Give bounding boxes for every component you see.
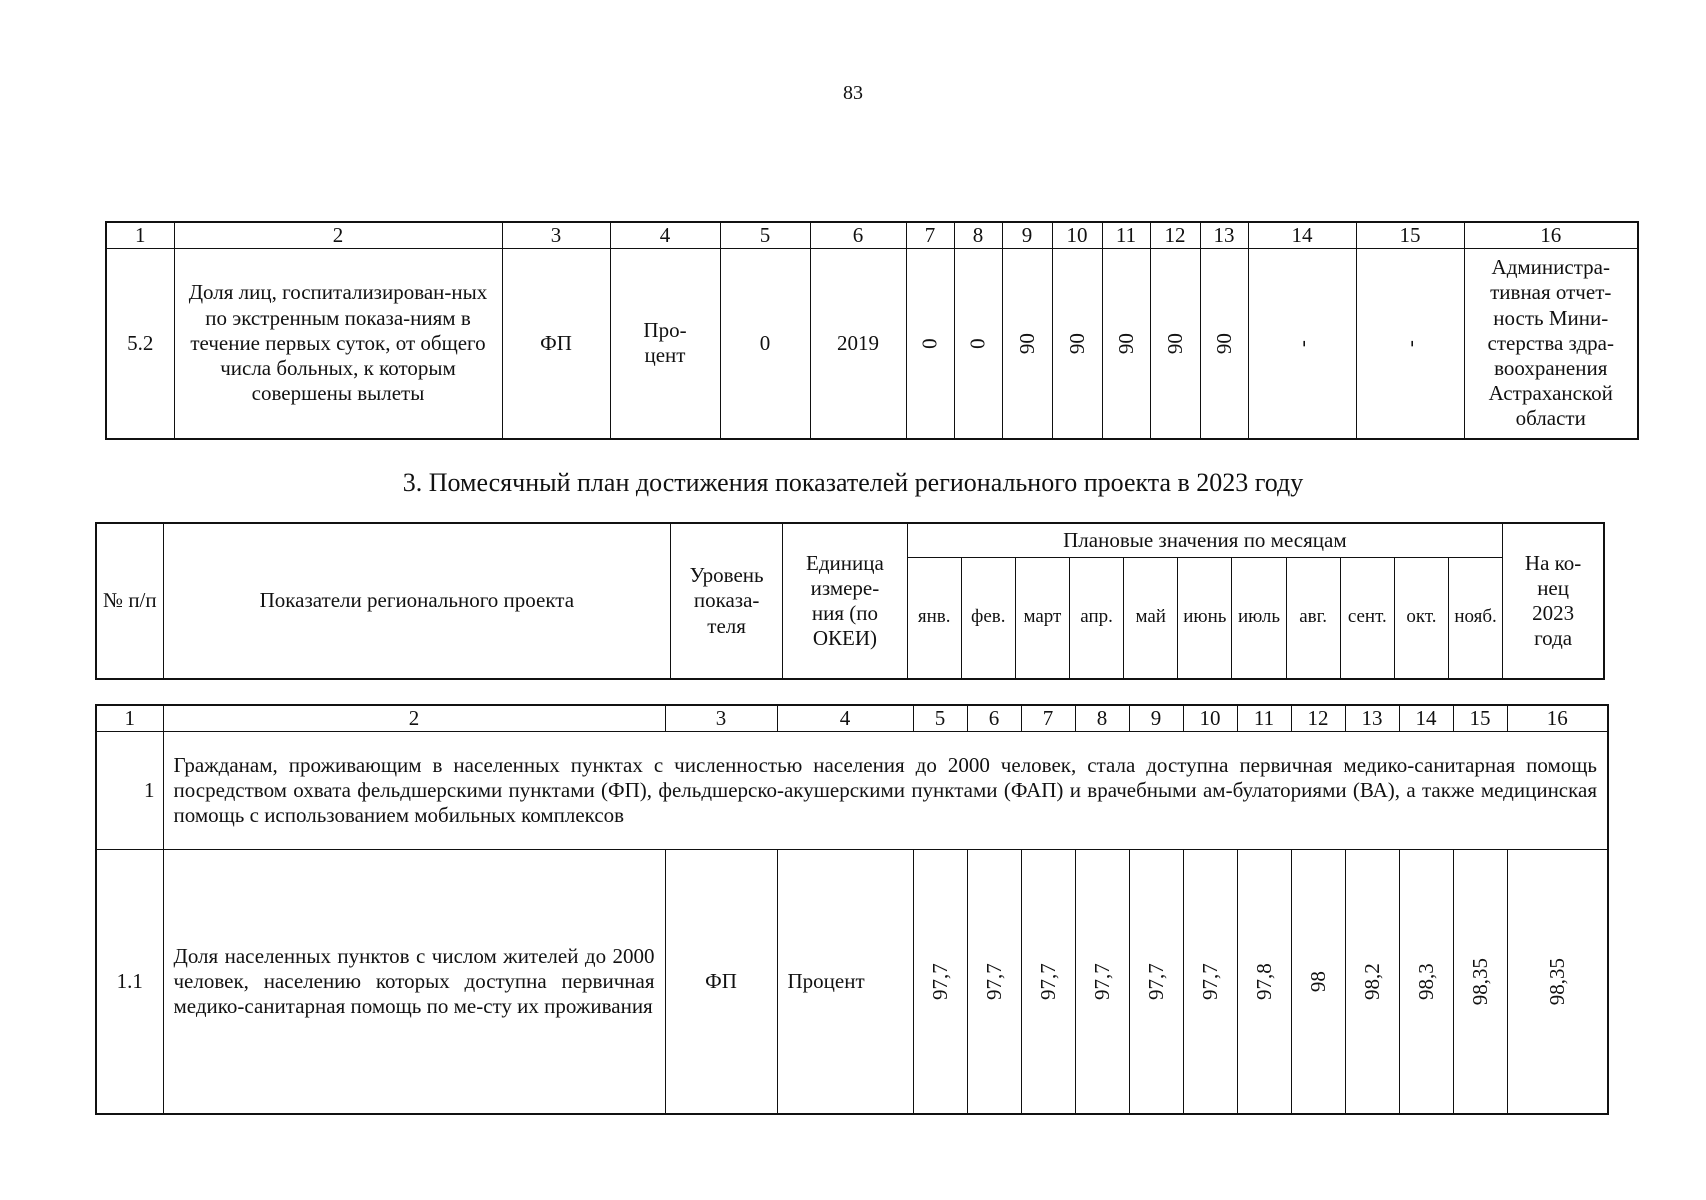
value-cell [913,850,967,1114]
table-row [96,850,1608,1114]
col-number: 3 [665,705,777,732]
monthly-plan-table [95,704,1609,1115]
header-monthly-group: Плановые значения по месяцам [907,523,1503,557]
col14-cell [1248,249,1356,439]
indicator-name: Доля населенных пунктов с числом жителей до 2000 человек, населению которых доступна первичная медико-санитарная помощь по ме-сту их проживания [163,850,665,1114]
value: 97,7 [927,963,952,1000]
value-cell [1002,249,1052,439]
section-row [96,732,1608,850]
col-number: 15 [1453,705,1507,732]
value: 90 [1064,332,1089,354]
col-number: 16 [1507,705,1608,732]
value-cell [1200,249,1248,439]
column-number-row [96,705,1608,732]
indicator-level: ФП [502,249,610,439]
col15-cell [1356,249,1464,439]
value-cell [906,249,954,439]
section-text: Гражданам, проживающим в населенных пунктах с численностью населения до 2000 человек, стала доступна первичная медико-санитарная помощь посредством охвата фельдшерскими пунктами (ФП), фельдшерско-акушерскими пунктами (ФАП) и врачебными ам-булаториями (ВА), а также медицинская помощь с использованием мобильных комплексов [163,732,1608,850]
value: 90 [1113,332,1138,354]
indicator-name: Доля лиц, госпитализирован-ных по экстренным показа-ниям в течение первых суток, от общего числа больных, к которым совершены вылеты [174,249,502,439]
value: 98,35 [1544,957,1569,1006]
value: 97,8 [1251,963,1276,1000]
unit: Процент [777,850,913,1114]
col-number: 11 [1102,222,1150,249]
col-number: 14 [1399,705,1453,732]
col-number: 15 [1356,222,1464,249]
column-number-row [106,222,1638,249]
value-cell [967,850,1021,1114]
section-number: 1 [96,732,163,850]
data-source: Администра-тивная отчет-ность Мини-стерства здра-воохранения Астраханской области [1464,249,1638,439]
section-title: 3. Помесячный план достижения показателей регионального проекта в 2023 году [402,468,1304,497]
value: 97,7 [1089,963,1114,1000]
value: - [1397,339,1422,347]
col-number: 8 [1075,705,1129,732]
value-cell [1183,850,1237,1114]
row-number: 5.2 [106,249,174,439]
value: 97,7 [1035,963,1060,1000]
header-month: окт. [1394,557,1448,679]
value: 98,2 [1359,963,1384,1000]
value-cell [1237,850,1291,1114]
col-number: 12 [1150,222,1200,249]
header-unit: Единица измере-ния (по ОКЕИ) [783,523,907,679]
col-number: 2 [174,222,502,249]
value-cell [1129,850,1183,1114]
value: 90 [1162,332,1187,354]
col-number: 2 [163,705,665,732]
value-cell [954,249,1002,439]
value: 97,7 [1197,963,1222,1000]
value: 0 [965,338,990,349]
header-month: авг. [1286,557,1340,679]
header-month: апр. [1070,557,1124,679]
year-end-value-cell [1507,850,1608,1114]
col-number: 11 [1237,705,1291,732]
header-num: № п/п [96,523,163,679]
col-number: 10 [1183,705,1237,732]
col-number: 9 [1002,222,1052,249]
base-value: 0 [720,249,810,439]
header-month: фев. [961,557,1015,679]
col-number: 5 [720,222,810,249]
value: 90 [1014,332,1039,354]
value-cell [1102,249,1150,439]
header-month: март [1015,557,1069,679]
header-month: июль [1232,557,1286,679]
row-number: 1.1 [96,850,163,1114]
value-cell [1345,850,1399,1114]
col-number: 9 [1129,705,1183,732]
header-month: май [1124,557,1178,679]
header-year-end: На ко-нец 2023 года [1503,523,1604,679]
value: 0 [917,338,942,349]
header-month: сент. [1340,557,1394,679]
col-number: 1 [106,222,174,249]
header-month: июнь [1178,557,1232,679]
col-number: 13 [1345,705,1399,732]
value: 98,35 [1467,957,1492,1006]
col-number: 6 [967,705,1021,732]
value: 97,7 [1143,963,1168,1000]
table-row [106,249,1638,439]
unit: Про-цент [610,249,720,439]
value-cell [1075,850,1129,1114]
col-number: 4 [777,705,913,732]
col-number: 10 [1052,222,1102,249]
header-level: Уровень показа-теля [670,523,782,679]
value: - [1289,339,1314,347]
col-number: 13 [1200,222,1248,249]
monthly-plan-header [95,522,1605,680]
indicator-level: ФП [665,850,777,1114]
continuation-table [105,221,1639,440]
value: 97,7 [981,963,1006,1000]
value-cell [1150,249,1200,439]
col-number: 16 [1464,222,1638,249]
value-cell [1399,850,1453,1114]
header-indicators: Показатели регионального проекта [163,523,670,679]
col-number: 6 [810,222,906,249]
header-month: янв. [907,557,961,679]
header-month: нояб. [1448,557,1502,679]
col-number: 5 [913,705,967,732]
col-number: 12 [1291,705,1345,732]
value-cell [1453,850,1507,1114]
col-number: 1 [96,705,163,732]
value: 98,3 [1413,963,1438,1000]
col-number: 4 [610,222,720,249]
col-number: 14 [1248,222,1356,249]
col-number: 8 [954,222,1002,249]
page-number: 83 [843,82,863,104]
col-number: 7 [1021,705,1075,732]
base-year: 2019 [810,249,906,439]
value-cell [1291,850,1345,1114]
value-cell [1052,249,1102,439]
col-number: 7 [906,222,954,249]
col-number: 3 [502,222,610,249]
value: 98 [1305,970,1330,992]
value: 90 [1211,332,1236,354]
value-cell [1021,850,1075,1114]
